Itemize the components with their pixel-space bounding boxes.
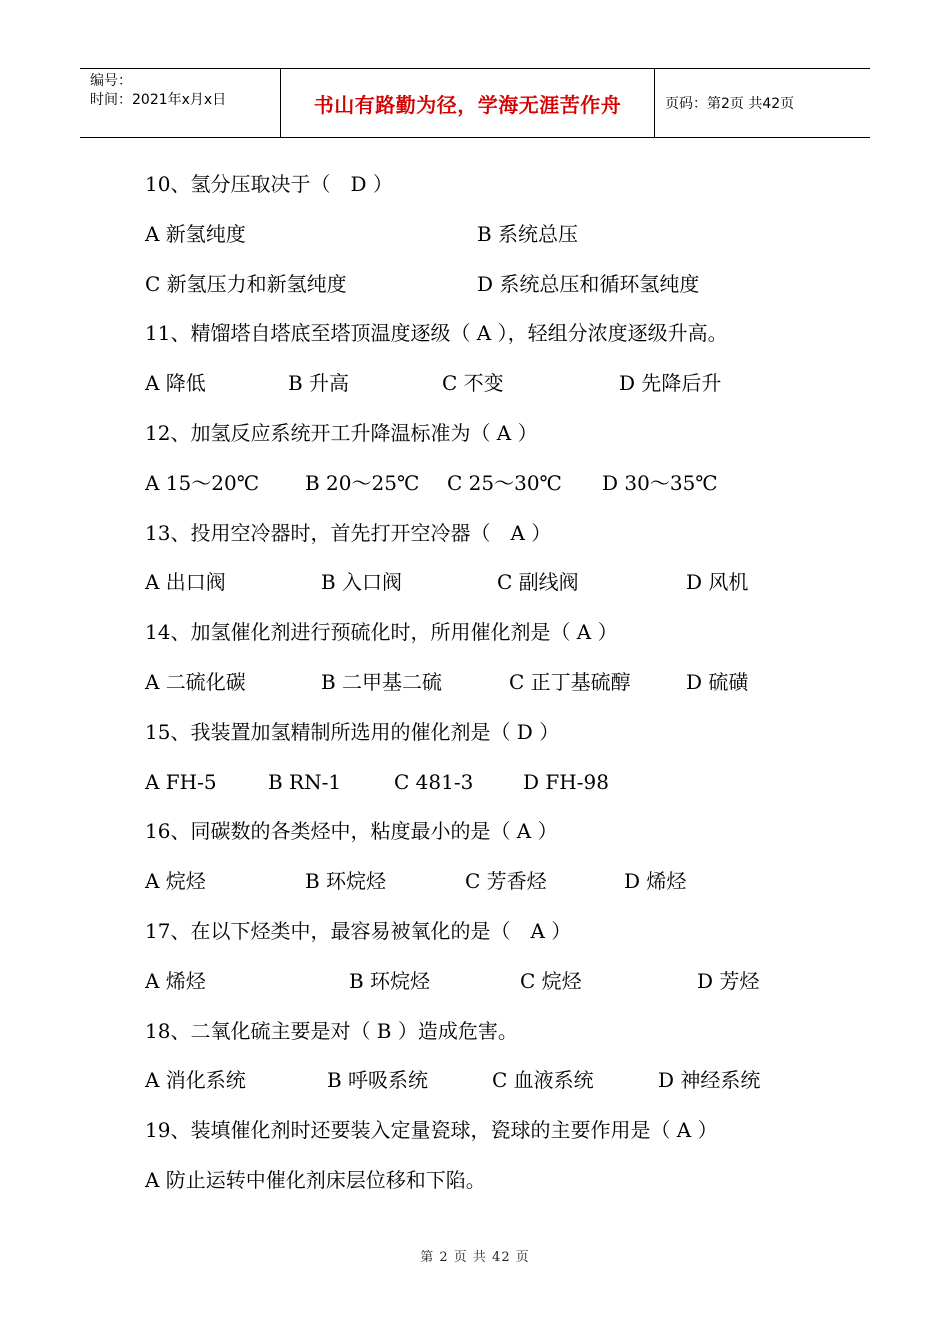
option-d: D 烯烃 [624, 869, 687, 894]
question-text: 18、二氧化硫主要是对（ B ）造成危害。 [145, 1018, 518, 1043]
question-text: 13、投用空冷器时，首先打开空冷器（ A ） [145, 520, 552, 545]
option-d: D 芳烃 [697, 968, 760, 993]
option-c: C 481-3 [394, 769, 474, 794]
question-text: 17、在以下烃类中，最容易被氧化的是（ A ） [145, 918, 572, 943]
option-d: D 先降后升 [619, 371, 722, 396]
option-c: C 副线阀 [497, 570, 579, 595]
option-row [145, 466, 845, 516]
option-b: D 系统总压和循环氢纯度 [477, 271, 700, 296]
option-b: B 系统总压 [477, 221, 579, 246]
time-label: 时间：2021年x月x日 [90, 92, 227, 108]
option-row [145, 366, 845, 416]
option-a: C 新氢压力和新氢纯度 [145, 271, 347, 296]
option-b: B 二甲基二硫 [321, 669, 443, 694]
option-c: C 不变 [442, 371, 504, 396]
option-a: A 烯烃 [145, 968, 206, 993]
question-text: 14、加氢催化剂进行预硫化时，所用催化剂是（ A ） [145, 620, 618, 645]
option-row [145, 1163, 845, 1213]
option-b: B 入口阀 [321, 570, 403, 595]
option-row [145, 267, 845, 317]
header-page-cell [655, 69, 870, 137]
option-row [145, 864, 845, 914]
question-text: 10、氢分压取决于（ D ） [145, 172, 393, 196]
option-b: B 呼吸系统 [327, 1068, 429, 1093]
page-footer: 第 2 页 共 42 页 [420, 1250, 530, 1265]
option-c: C 血液系统 [492, 1068, 594, 1093]
option-b: B RN-1 [268, 769, 342, 794]
option-a: A 新氢纯度 [145, 221, 246, 246]
question-text: 12、加氢反应系统开工升降温标准为（ A ） [145, 420, 538, 445]
question-text: 16、同碳数的各类烃中，粘度最小的是（ A ） [145, 819, 558, 844]
option-row [145, 1063, 845, 1113]
question-text: 15、我装置加氢精制所选用的催化剂是（ D ） [145, 719, 560, 744]
option-a: A 出口阀 [145, 570, 226, 595]
motto: 书山有路勤为径，学海无涯苦作舟 [313, 92, 622, 117]
option-row [145, 765, 845, 815]
question-text: 11、精馏塔自塔底至塔顶温度逐级（ A ），轻组分浓度逐级升高。 [145, 321, 728, 346]
option-d: D 神经系统 [658, 1068, 761, 1093]
header-meta [80, 69, 281, 137]
option-a: A 二硫化碳 [145, 669, 246, 694]
option-b: B 20～25℃ [305, 470, 420, 495]
option-b: B 环烷烃 [349, 968, 431, 993]
option-a: A 消化系统 [145, 1068, 246, 1093]
option-row [145, 665, 845, 715]
option-c: C 芳香烃 [465, 869, 547, 894]
option-c: C 正丁基硫醇 [509, 669, 631, 694]
option-row [145, 964, 845, 1014]
option-b: B 升高 [288, 371, 350, 396]
option-row [145, 565, 845, 615]
option-d: D 硫磺 [686, 669, 749, 694]
question-text: 19、装填催化剂时还要装入定量瓷球，瓷球的主要作用是（ A ） [145, 1118, 718, 1143]
option-a: A FH-5 [145, 769, 217, 794]
option-d: D 30～35℃ [602, 470, 718, 495]
option-row [145, 217, 845, 267]
header-motto-cell [281, 69, 655, 137]
option-c: C 烷烃 [520, 968, 582, 993]
option-c: C 25～30℃ [447, 470, 562, 495]
option-a: A 15～20℃ [145, 470, 260, 495]
page-info: 页码：第2页 共42页 [665, 96, 795, 112]
option-a: A 降低 [145, 371, 206, 396]
option-d: D FH-98 [523, 769, 609, 794]
question-list [145, 167, 845, 1213]
option-a: A 防止运转中催化剂床层位移和下陷。 [145, 1167, 486, 1192]
page-header [80, 68, 870, 138]
option-d: D 风机 [686, 570, 749, 595]
option-b: B 环烷烃 [305, 869, 387, 894]
number-label: 编号： [90, 73, 132, 89]
option-a: A 烷烃 [145, 869, 206, 894]
